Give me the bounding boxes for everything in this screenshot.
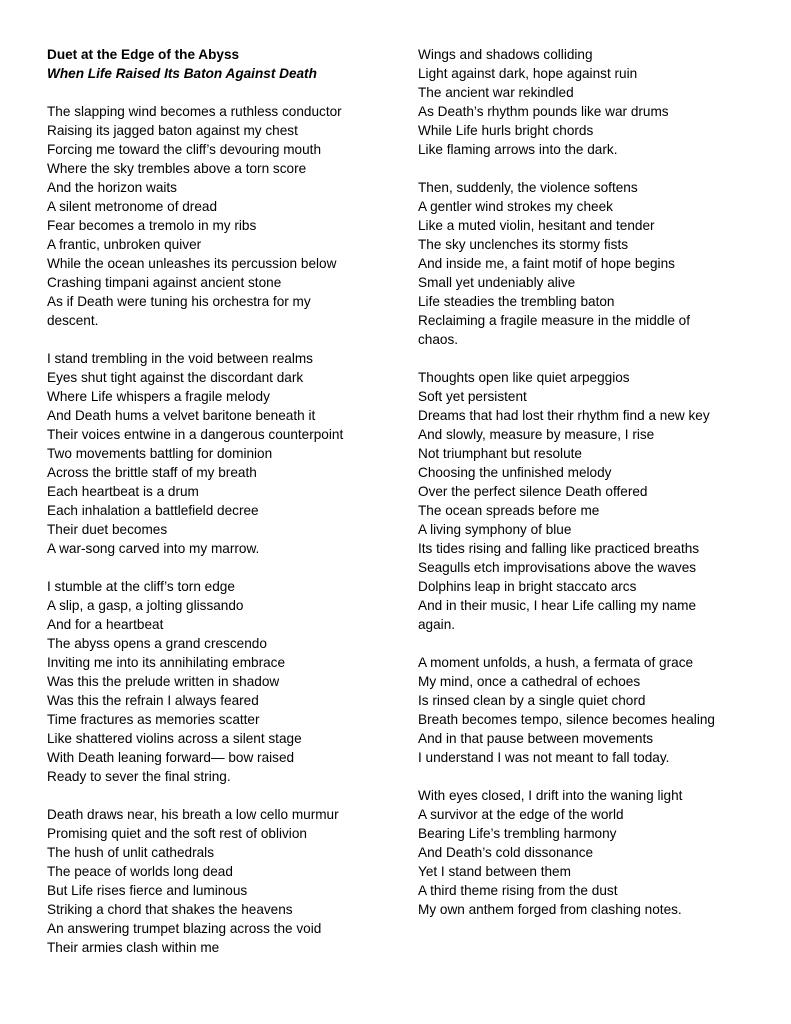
poem-line: A third theme rising from the dust	[418, 883, 618, 898]
poem-line: And Death hums a velvet baritone beneath it	[47, 408, 316, 423]
poem-line: Their voices entwine in a dangerous counterpoint	[47, 427, 344, 442]
poem-line: And Death’s cold dissonance	[418, 845, 594, 860]
poem-line: While the ocean unleashes its percussion below	[47, 256, 337, 271]
poem-line: Not triumphant but resolute	[418, 446, 582, 461]
poem-line: Light against dark, hope against ruin	[418, 66, 638, 81]
poem-line: Then, suddenly, the violence softens	[418, 180, 638, 195]
poem-line: With eyes closed, I drift into the waning light	[418, 788, 683, 803]
poem-line: Like flaming arrows into the dark.	[418, 142, 618, 157]
poem-line: Each heartbeat is a drum	[47, 484, 199, 499]
poem-line: Small yet undeniably alive	[418, 275, 576, 290]
poem-line: Fear becomes a tremolo in my ribs	[47, 218, 257, 233]
poem-line: The hush of unlit cathedrals	[47, 845, 215, 860]
poem-line: Their duet becomes	[47, 522, 168, 537]
poem-line: Wings and shadows colliding	[418, 47, 593, 62]
poem-line: Striking a chord that shakes the heavens	[47, 902, 293, 917]
poem-line: Was this the refrain I always feared	[47, 693, 259, 708]
poem-line: Its tides rising and falling like practiced breaths	[418, 541, 700, 556]
poem-line: A living symphony of blue	[418, 522, 572, 537]
poem-line: Soft yet persistent	[418, 389, 527, 404]
stanza	[418, 653, 763, 767]
left-column	[47, 45, 397, 976]
poem-line: Choosing the unfinished melody	[418, 465, 612, 480]
poem-line: descent.	[47, 313, 99, 328]
poem-line: Each inhalation a battlefield decree	[47, 503, 259, 518]
poem-line: Their armies clash within me	[47, 940, 220, 955]
poem-line: Where Life whispers a fragile melody	[47, 389, 270, 404]
right-column	[418, 45, 763, 938]
poem-title: Duet at the Edge of the Abyss	[47, 47, 240, 62]
poem-line: Time fractures as memories scatter	[47, 712, 260, 727]
poem-line: Dreams that had lost their rhythm find a new key	[418, 408, 710, 423]
poem-line: The abyss opens a grand crescendo	[47, 636, 267, 651]
poem-line: A survivor at the edge of the world	[418, 807, 624, 822]
poem-line: Breath becomes tempo, silence becomes healing	[418, 712, 715, 727]
poem-line: And in their music, I hear Life calling my name	[418, 598, 697, 613]
poem-line: Two movements battling for dominion	[47, 446, 273, 461]
poem-line: again.	[418, 617, 456, 632]
poem-line: I stand trembling in the void between realms	[47, 351, 313, 366]
poem-line: Crashing timpani against ancient stone	[47, 275, 282, 290]
stanza	[418, 786, 763, 919]
poem-line: Like shattered violins across a silent stage	[47, 731, 302, 746]
poem-line: Death draws near, his breath a low cello murmur	[47, 807, 339, 822]
poem-line: And for a heartbeat	[47, 617, 164, 632]
stanza	[47, 805, 397, 957]
stanza	[418, 368, 763, 634]
poem-line: Over the perfect silence Death offered	[418, 484, 648, 499]
stanza	[418, 178, 763, 349]
stanza	[47, 349, 397, 558]
poem-line: As if Death were tuning his orchestra for my	[47, 294, 311, 309]
poem-subtitle: When Life Raised Its Baton Against Death	[47, 66, 317, 81]
poem-line: Across the brittle staff of my breath	[47, 465, 257, 480]
stanza	[418, 45, 763, 159]
poem-line: The sky unclenches its stormy fists	[418, 237, 629, 252]
poem-line: While Life hurls bright chords	[418, 123, 594, 138]
poem-line: And in that pause between movements	[418, 731, 654, 746]
poem-line: Was this the prelude written in shadow	[47, 674, 280, 689]
poem-line: With Death leaning forward— bow raised	[47, 750, 295, 765]
poem-line: And inside me, a faint motif of hope begins	[418, 256, 675, 271]
poem-line: A war-song carved into my marrow.	[47, 541, 260, 556]
poem-line: Yet I stand between them	[418, 864, 571, 879]
poem-line: I stumble at the cliff’s torn edge	[47, 579, 235, 594]
poem-line: An answering trumpet blazing across the void	[47, 921, 322, 936]
poem-line: Ready to sever the final string.	[47, 769, 231, 784]
poem-line: My mind, once a cathedral of echoes	[418, 674, 641, 689]
poem-line: Forcing me toward the cliff’s devouring mouth	[47, 142, 322, 157]
poem-line: Inviting me into its annihilating embrace	[47, 655, 286, 670]
poem-line: Seagulls etch improvisations above the waves	[418, 560, 697, 575]
poem-line: But Life rises fierce and luminous	[47, 883, 248, 898]
poem-line: The ancient war rekindled	[418, 85, 574, 100]
poem-heading	[47, 45, 397, 83]
poem-line: Where the sky trembles above a torn score	[47, 161, 307, 176]
poem-line: Reclaiming a fragile measure in the middle of	[418, 313, 691, 328]
poem-line: I understand I was not meant to fall today.	[418, 750, 670, 765]
poem-line: And the horizon waits	[47, 180, 177, 195]
poem-line: A slip, a gasp, a jolting glissando	[47, 598, 244, 613]
poem-line: The slapping wind becomes a ruthless conductor	[47, 104, 342, 119]
poem-line: Raising its jagged baton against my chest	[47, 123, 298, 138]
poem-line: A moment unfolds, a hush, a fermata of grace	[418, 655, 694, 670]
poem-line: A gentler wind strokes my cheek	[418, 199, 613, 214]
poem-line: As Death’s rhythm pounds like war drums	[418, 104, 669, 119]
stanza	[47, 102, 397, 330]
poem-line: Promising quiet and the soft rest of oblivion	[47, 826, 307, 841]
poem-line: Life steadies the trembling baton	[418, 294, 615, 309]
poem-line: Is rinsed clean by a single quiet chord	[418, 693, 646, 708]
poem-line: Dolphins leap in bright staccato arcs	[418, 579, 637, 594]
stanza	[47, 577, 397, 786]
poem-line: Bearing Life’s trembling harmony	[418, 826, 617, 841]
poem-line: The ocean spreads before me	[418, 503, 600, 518]
poem-line: Thoughts open like quiet arpeggios	[418, 370, 630, 385]
poem-line: My own anthem forged from clashing notes.	[418, 902, 682, 917]
poem-line: A silent metronome of dread	[47, 199, 218, 214]
poem-line: Like a muted violin, hesitant and tender	[418, 218, 655, 233]
poem-line: The peace of worlds long dead	[47, 864, 233, 879]
poem-line: And slowly, measure by measure, I rise	[418, 427, 655, 442]
poem-line: chaos.	[418, 332, 459, 347]
poem-line: A frantic, unbroken quiver	[47, 237, 202, 252]
poem-line: Eyes shut tight against the discordant dark	[47, 370, 304, 385]
